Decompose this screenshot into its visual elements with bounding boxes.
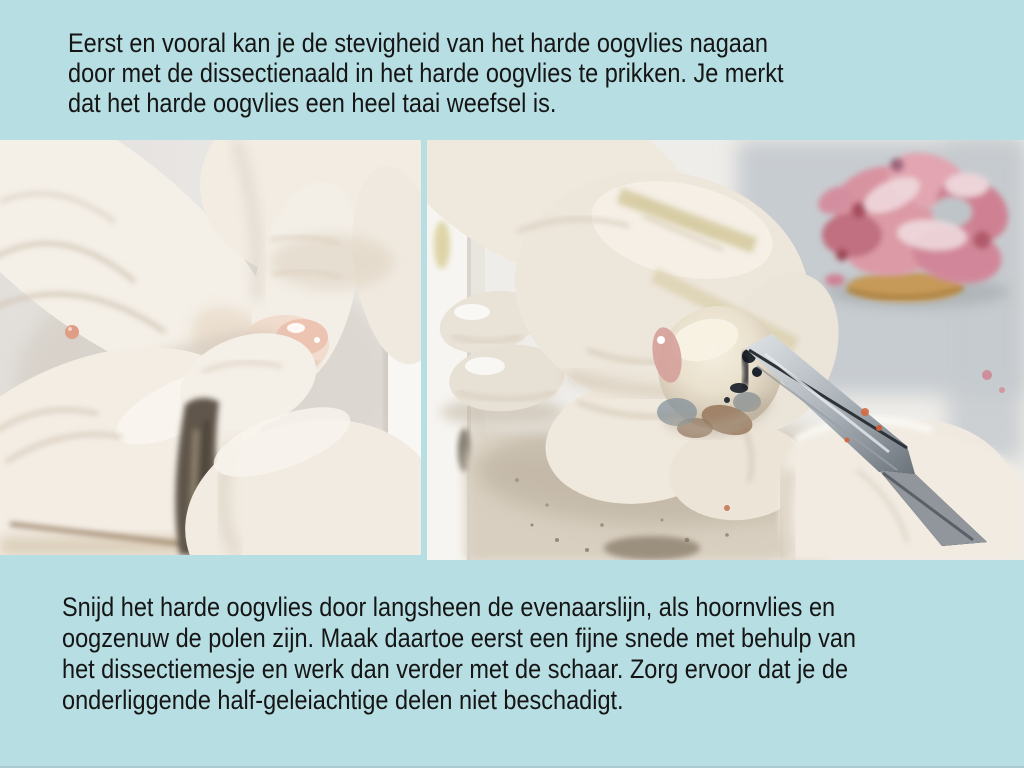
right-photo-scene (427, 140, 1024, 560)
text-line: door met de dissectienaald in het harde oogvlies te prikken. Je merkt (68, 58, 784, 88)
text-line: het dissectiemesje en werk dan verder met de schaar. Zorg ervoor dat je de (62, 654, 849, 684)
text-line: oogzenuw de polen zijn. Maak daartoe eerst een fijne snede met behulp van (62, 623, 856, 653)
text-line: Eerst en vooral kan je de stevigheid van het harde oogvlies nagaan (68, 28, 768, 58)
instruction-text-top (68, 28, 784, 118)
text-line: onderliggende half-geleiachtige delen niet beschadigt. (62, 685, 624, 715)
left-photo-scene (0, 140, 421, 555)
photo-right-dissection (427, 140, 1024, 560)
instruction-text-bottom (62, 592, 856, 716)
pink-droplet (65, 325, 79, 339)
droplet-highlight (68, 327, 72, 331)
text-line: dat het harde oogvlies een heel taai weefsel is. (68, 88, 557, 118)
photo-left-dissection (0, 140, 421, 555)
text-line: Snijd het harde oogvlies door langsheen de evenaarslijn, als hoornvlies en (62, 592, 836, 622)
